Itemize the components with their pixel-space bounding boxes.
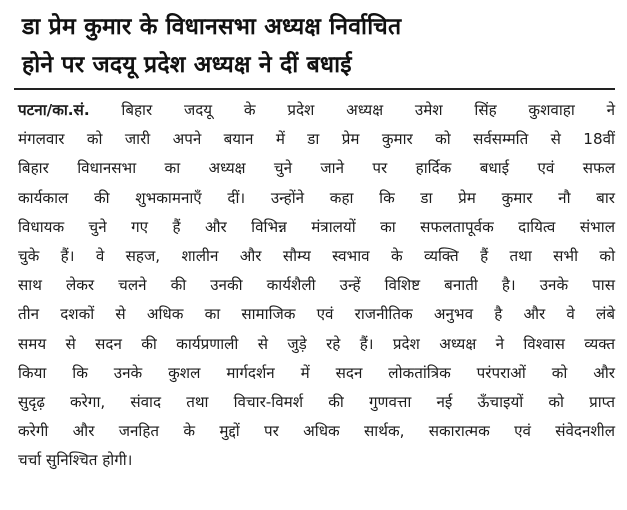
body-line-4: कार्यकाल की शुभकामनाएँ दीं। उन्होंने कहा कि डा प्रेम कुमार नौ बार (18, 188, 615, 207)
body-line-11: सुदृढ़ करेगा, संवाद तथा विचार-विमर्श की गुणवत्ता नई ऊँचाइयों को प्राप्त (18, 393, 615, 412)
body-line-12: करेगी और जनहित के मुद्दों पर अधिक सार्थक, सकारात्मक एवं संवेदनशील (18, 422, 615, 441)
body-line-13: चर्चा सुनिश्चित होगी। (18, 451, 133, 470)
headline (14, 8, 615, 84)
body-line-7: साथ लेकर चलने की उनकी कार्यशैली उन्हें विशिष्ट बनाती है। उनके पास (18, 276, 615, 295)
article-body (14, 96, 615, 476)
dateline: पटना/का.सं. (18, 101, 90, 119)
body-line-1-text: बिहार जदयू के प्रदेश अध्यक्ष उमेश सिंह कुशवाहा ने (121, 101, 616, 119)
body-line-3: बिहार विधानसभा का अध्यक्ष चुने जाने पर हार्दिक बधाई एवं सफल (18, 159, 615, 178)
body-line-1 (18, 96, 615, 125)
body-line-8: तीन दशकों से अधिक का सामाजिक एवं राजनीतिक अनुभव है और वे लंबे (18, 305, 615, 324)
body-line-9: समय से सदन की कार्यप्रणाली से जुड़े रहे हैं। प्रदेश अध्यक्ष ने विश्वास व्यक्त (18, 334, 615, 353)
headline-line-1: डा प्रेम कुमार के विधानसभा अध्यक्ष निर्वाचित (22, 14, 402, 40)
headline-line-2: होने पर जदयू प्रदेश अध्यक्ष ने दीं बधाई (22, 52, 352, 78)
headline-divider (14, 88, 615, 90)
body-line-5: विधायक चुने गए हैं और विभिन्न मंत्रालयों का सफलतापूर्वक दायित्व संभाल (18, 217, 615, 236)
body-line-10: किया कि उनके कुशल मार्गदर्शन में सदन लोकतांत्रिक परंपराओं को और (18, 363, 615, 382)
body-line-2: मंगलवार को जारी अपने बयान में डा प्रेम कुमार को सर्वसम्मति से 18वीं (18, 130, 615, 149)
body-line-6: चुके हैं। वे सहज, शालीन और सौम्य स्वभाव के व्यक्ति हैं तथा सभी को (18, 247, 615, 266)
